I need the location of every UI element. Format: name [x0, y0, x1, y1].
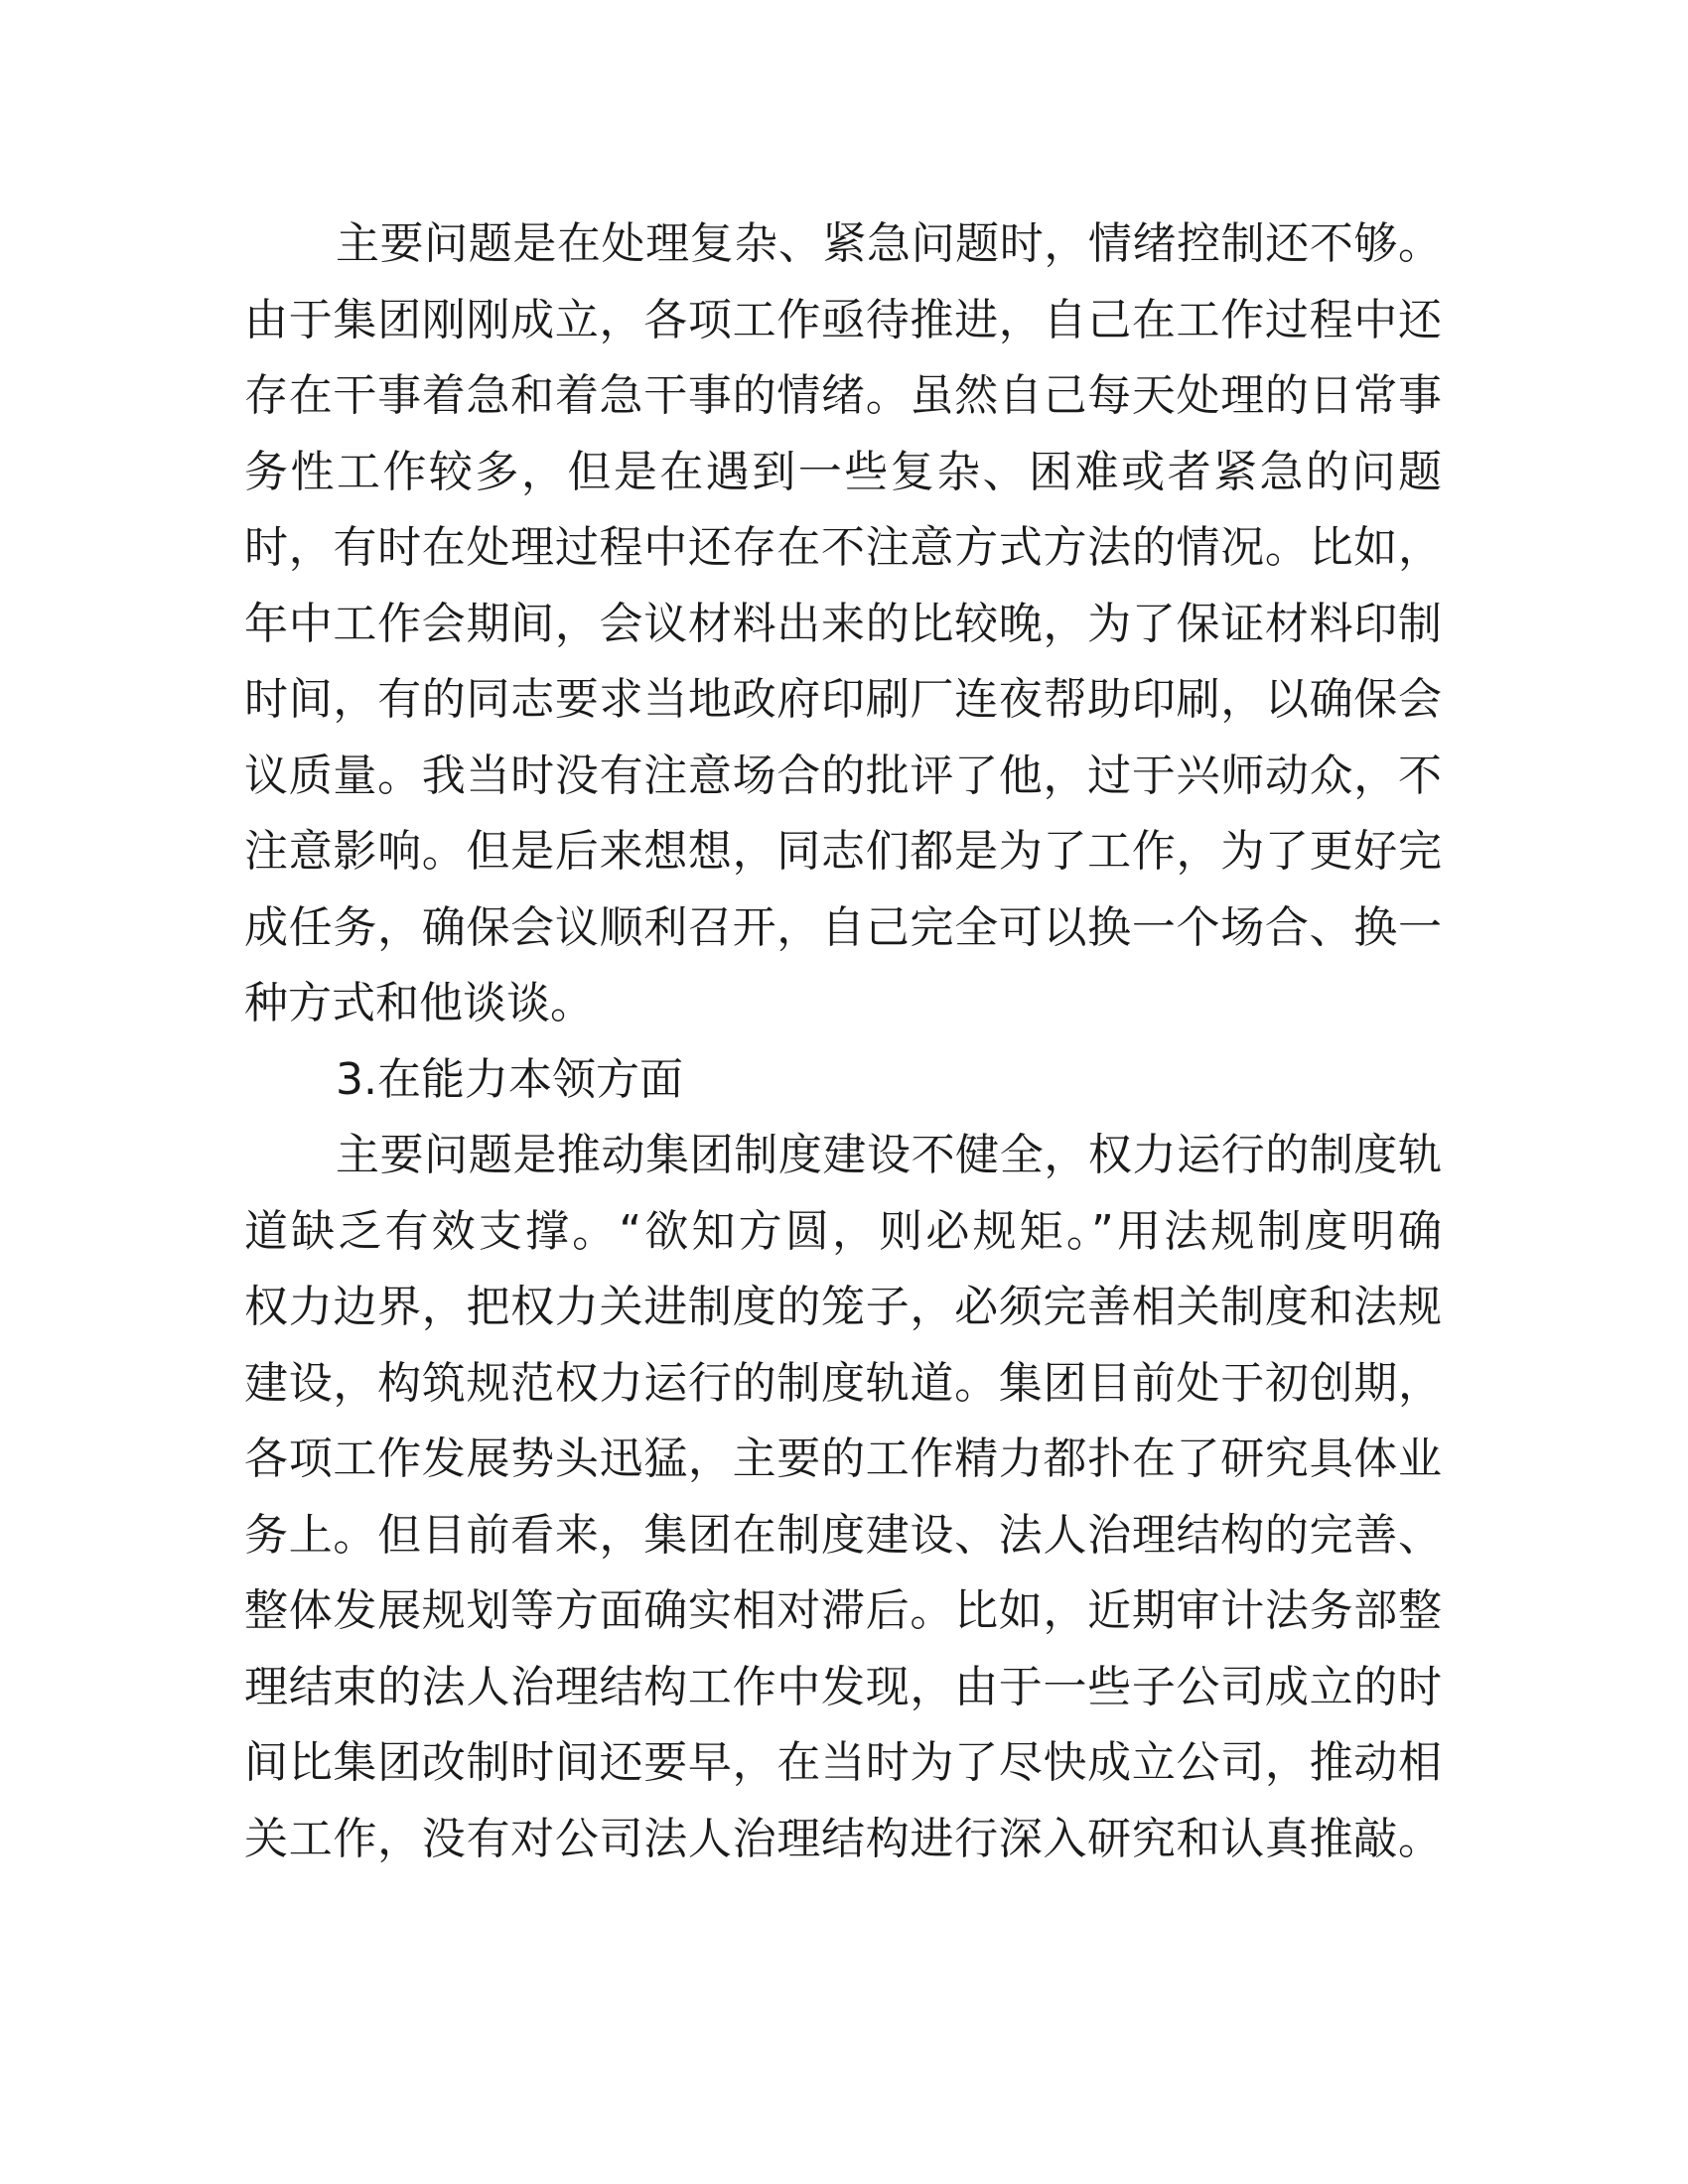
text-line: 理结束的法人治理结构工作中发现，由于一些子公司成立的时 [244, 1661, 1442, 1712]
text-line: 各项工作发展势头迅猛，主要的工作精力都扑在了研究具体业 [244, 1433, 1442, 1484]
text-line: 存在干事着急和着急干事的情绪。虽然自己每天处理的日常事 [244, 370, 1442, 421]
text-line: 道缺乏有效支撑。“欲知方圆，则必规矩。”用法规制度明确 [244, 1205, 1442, 1257]
text-line: 务上。但目前看来，集团在制度建设、法人治理结构的完善、 [244, 1509, 1442, 1561]
text-line: 务性工作较多，但是在遇到一些复杂、困难或者紧急的问题 [244, 446, 1442, 497]
text-line: 成任务，确保会议顺利召开，自己完全可以换一个场合、换一 [244, 901, 1442, 953]
text-line: 时，有时在处理过程中还存在不注意方式方法的情况。比如， [244, 522, 1442, 573]
section-heading: 3.在能力本领方面 [336, 1053, 683, 1105]
text-line: 主要问题是推动集团制度建设不健全，权力运行的制度轨 [336, 1130, 1442, 1180]
text-line: 注意影响。但是后来想想，同志们都是为了工作，为了更好完 [244, 826, 1442, 877]
text-line: 年中工作会期间，会议材料出来的比较晚，为了保证材料印制 [244, 598, 1442, 649]
text-line: 关工作，没有对公司法人治理结构进行深入研究和认真推敲。 [244, 1813, 1442, 1864]
text-line: 种方式和他谈谈。 [244, 978, 594, 1028]
text-line: 权力边界，把权力关进制度的笼子，必须完善相关制度和法规 [244, 1282, 1442, 1332]
text-line: 间比集团改制时间还要早，在当时为了尽快成立公司，推动相 [244, 1737, 1442, 1788]
paragraph-2 [244, 1118, 1442, 1877]
text-line: 整体发展规划等方面确实相对滞后。比如，近期审计法务部整 [244, 1585, 1442, 1636]
paragraph-1 [244, 206, 1442, 1042]
text-line: 由于集团刚刚成立，各项工作亟待推进，自己在工作过程中还 [244, 294, 1442, 345]
text-line: 时间，有的同志要求当地政府印刷厂连夜帮助印刷，以确保会 [244, 674, 1442, 725]
text-line: 建设，构筑规范权力运行的制度轨道。集团目前处于初创期， [244, 1357, 1442, 1409]
document-body [244, 206, 1442, 1877]
text-line: 主要问题是在处理复杂、紧急问题时，情绪控制还不够。 [336, 218, 1442, 269]
text-line: 议质量。我当时没有注意场合的批评了他，过于兴师动众，不 [244, 750, 1442, 801]
